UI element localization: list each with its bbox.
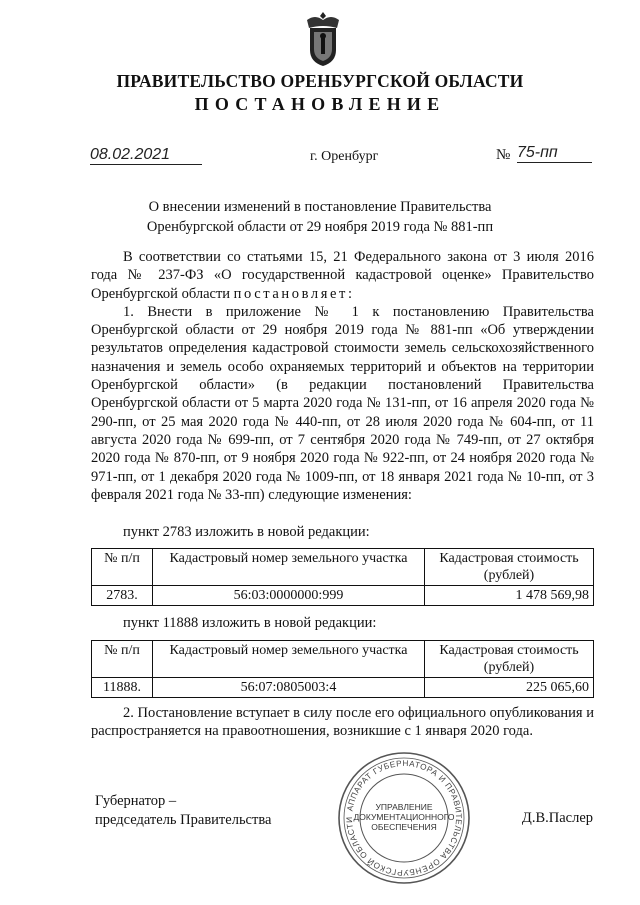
stamp-center-line-3: ОБЕСПЕЧЕНИЯ	[371, 822, 437, 832]
document-type-title: ПОСТАНОВЛЕНИЕ	[194, 94, 446, 114]
document-date: 08.02.2021	[90, 146, 202, 165]
document-body	[91, 248, 594, 504]
subject-line-2: Оренбургской области от 29 ноября 2019 года № 881-пп	[146, 219, 494, 235]
cell-number: 2783.	[92, 586, 153, 606]
paragraph-2: 2. Постановление вступает в силу после его официального опубликования и распространяется на правоотношения, возникшие с 1 января 2020 года.	[91, 705, 594, 740]
intro-resolves: постановляет:	[233, 285, 355, 302]
header-cell-cadastral-value: Кадастровая стоимость (рублей)	[425, 549, 594, 586]
table-2-lead: пункт 11888 изложить в новой редакции:	[123, 615, 377, 631]
paragraph-1: 1. Внести в приложение № 1 к постановлению Правительства Оренбургской области от 29 ноября 2019 года № 881-пп «Об утверждении результатов определения кадастровой стоимости земель сельскохозяйственного назначения и земель особо охраняемых территорий и объектов на территории Оренбургской области» (в редакции постановлений Правительства Оренбургской области от 5 марта 2020 года № 131-пп, от 16 апреля 2020 года № 290-пп, от 25 мая 2020 года № 440-пп, от 28 июля 2020 года № 604-пп, от 11 августа 2020 года № 699-пп, от 7 сентября 2020 года № 749-пп, от 27 октября 2020 года № 870-пп, от 9 ноября 2020 года № 922-пп, от 24 ноября 2020 года № 971-пп, от 1 декабря 2020 года № 1009-пп, от 18 января 2021 года № 10-пп, от 3 февраля 2021 года № 33-пп) следующие изменения:	[91, 303, 594, 503]
document-number: 75-пп	[517, 144, 592, 163]
table-header-row	[92, 549, 594, 586]
signatory-title-line-2: председатель Правительства	[95, 812, 272, 828]
signatory-title	[95, 792, 271, 830]
header-cell-cadastral-number: Кадастровый номер земельного участка	[153, 549, 425, 586]
subject-line-1: О внесении изменений в постановление Правительства	[148, 199, 492, 215]
document-subject	[0, 197, 640, 237]
stamp-center-text	[336, 802, 472, 832]
intro-text: В соответствии со статьями 15, 21 Федерального закона от 3 июля 2016 года № 237-ФЗ «О государственной кадастровой оценке» Правительство Оренбургской области	[91, 249, 594, 302]
table-row	[92, 586, 594, 606]
signatory-title-line-1: Губернатор –	[95, 793, 177, 809]
table-1	[91, 548, 594, 606]
cell-number: 11888.	[92, 678, 153, 698]
organization-title: ПРАВИТЕЛЬСТВО ОРЕНБУРГСКОЙ ОБЛАСТИ	[116, 71, 524, 91]
official-stamp	[336, 750, 472, 886]
document-number-label: №	[496, 147, 511, 163]
table-header-row	[92, 641, 594, 678]
table-1-lead: пункт 2783 изложить в новой редакции:	[123, 524, 370, 540]
header-cell-number: № п/п	[92, 549, 153, 586]
cell-cadastral-number: 56:03:0000000:999	[153, 586, 425, 606]
intro-paragraph	[91, 248, 594, 303]
document-city: г. Оренбург	[310, 149, 379, 164]
stamp-center-line-1: УПРАВЛЕНИЕ	[375, 802, 433, 812]
document-body-2	[91, 704, 594, 741]
cell-cadastral-number: 56:07:0805003:4	[153, 678, 425, 698]
table-row	[92, 678, 594, 698]
header-cell-number: № п/п	[92, 641, 153, 678]
signatory-name: Д.В.Паслер	[521, 810, 593, 826]
stamp-ring-text: АППАРАТ ГУБЕРНАТОРА И ПРАВИТЕЛЬСТВА ОРЕНБУРГСКОЙ ОБЛАСТИ	[344, 758, 464, 878]
table-2	[91, 640, 594, 698]
cell-cadastral-value: 225 065,60	[425, 678, 594, 698]
cell-cadastral-value: 1 478 569,98	[425, 586, 594, 606]
stamp-center-line-2: ДОКУМЕНТАЦИОННОГО	[353, 812, 455, 822]
header-cell-cadastral-number: Кадастровый номер земельного участка	[153, 641, 425, 678]
header-cell-cadastral-value: Кадастровая стоимость (рублей)	[425, 641, 594, 678]
coat-of-arms-icon	[301, 10, 345, 68]
